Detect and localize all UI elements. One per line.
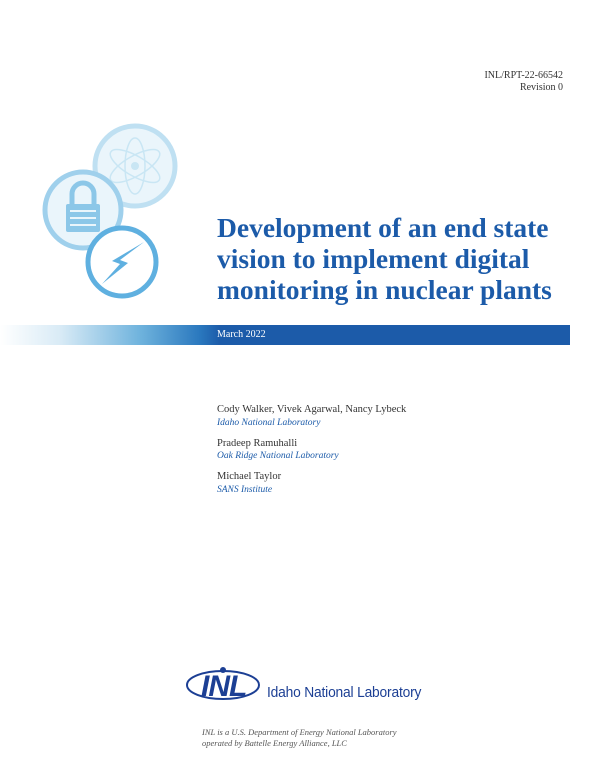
inl-logo-name: Idaho National Laboratory [267,684,422,701]
author-list [217,404,537,505]
publication-date: March 2022 [217,329,266,340]
lightning-icon [88,228,156,296]
footer-line-2: operated by Battelle Energy Alliance, LLC [202,738,347,748]
author-affiliation: SANS Institute [217,484,273,495]
author-affiliation: Idaho National Laboratory [217,417,321,428]
cover-icons [40,118,190,318]
report-number: INL/RPT-22-66542 [484,70,563,81]
date-band [0,325,570,345]
author-names: Cody Walker, Vivek Agarwal, Nancy Lybeck [217,404,407,415]
document-title: Development of an end state vision to implement digital monitoring in nuclear plants [217,212,552,305]
author-group [217,471,537,496]
report-identifier [484,70,563,94]
author-names: Pradeep Ramuhalli [217,437,298,449]
report-revision: Revision 0 [519,82,563,93]
author-group [217,438,537,463]
author-group [217,404,537,429]
footer-note [202,727,462,749]
footer-line-1: INL is a U.S. Department of Energy National Laboratory [202,727,397,737]
author-affiliation: Oak Ridge National Laboratory [217,451,339,461]
inl-logo-mark: INL [201,670,247,703]
author-names: Michael Taylor [217,471,282,482]
